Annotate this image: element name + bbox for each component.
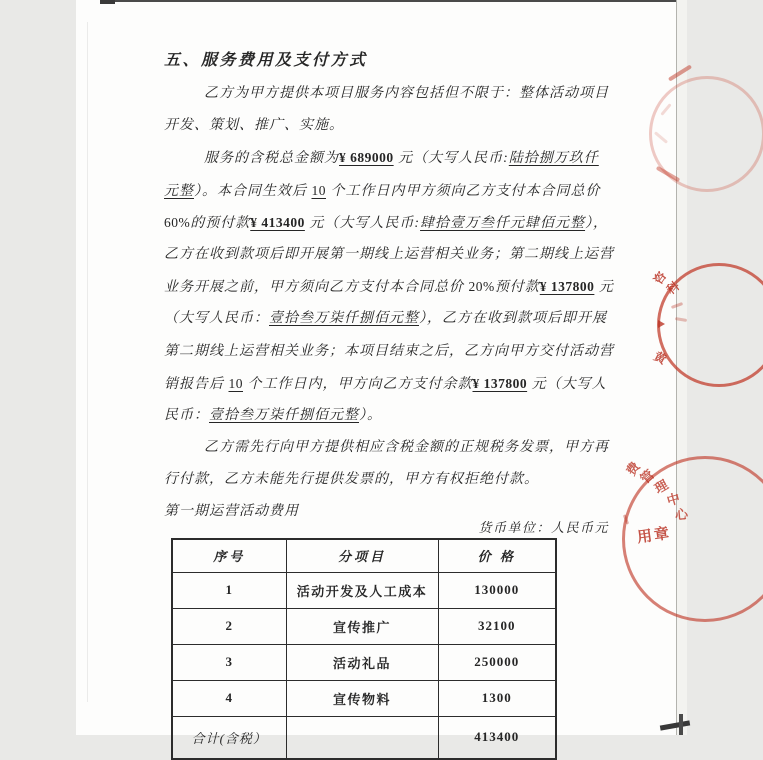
- body-line: [164, 142, 610, 174]
- body-line: [164, 271, 614, 303]
- seal-stroke: [654, 131, 668, 144]
- text-segment: 20%: [468, 279, 495, 295]
- text-segment: 陆拾捌万玖仟: [508, 151, 599, 167]
- fee-table-cell: 413400: [438, 716, 556, 759]
- contract-text-block: [164, 44, 614, 529]
- seal-character: 科: [663, 278, 683, 298]
- scan-top-edge-notch: [100, 0, 115, 4]
- seal-character: 费: [623, 459, 643, 479]
- scan-right-margin: [674, 0, 689, 735]
- body-line: [164, 78, 610, 110]
- text-segment: 壹拾叁万柒仟捌佰元整: [209, 407, 359, 423]
- text-segment: 元（大写人: [527, 376, 607, 392]
- text-segment: 开发、策划、推广、实施。: [164, 118, 344, 134]
- fee-table-header-cell: 序号: [172, 539, 286, 572]
- body-line: [164, 207, 610, 239]
- seal-character: 中: [665, 490, 682, 509]
- seal-ring: [622, 456, 763, 622]
- fee-table-body: [172, 572, 556, 759]
- text-segment: 预付款: [494, 280, 540, 296]
- text-segment: 民币：: [164, 407, 209, 423]
- text-segment: 肆拾壹万叁仟元肆佰元整: [420, 215, 586, 231]
- fee-table-row: [172, 644, 556, 680]
- text-segment: 乙方为甲方提供本项目服务内容包括但不限于：整体活动项目: [204, 86, 609, 101]
- fee-table-cell: 130000: [438, 572, 556, 608]
- body-line: [164, 175, 610, 207]
- fee-table-cell: 1: [172, 572, 286, 608]
- fee-table-cell: 合计(含税）: [172, 716, 286, 759]
- text-segment: 元（大写人民币:: [304, 215, 421, 231]
- seal-character: 管: [637, 466, 658, 487]
- text-segment: 乙方在收到款项后即开展第一期线上运营相关业务；第二期线上运营: [164, 246, 614, 262]
- scan-right-edge: [676, 0, 677, 735]
- fee-table-cell: 宣传物料: [286, 680, 438, 716]
- text-segment: 元整: [164, 183, 194, 199]
- text-segment: ），乙方在收到款项后即开展: [419, 311, 607, 327]
- text-segment: 销报告后: [164, 376, 229, 392]
- seal-character: 理: [651, 476, 671, 497]
- body-line: [164, 368, 610, 400]
- text-segment: 业务开展之前，甲方须向乙方支付本合同总价: [164, 280, 469, 296]
- body-line: [164, 303, 610, 335]
- text-segment: ）。本合同生效后: [194, 183, 312, 199]
- text-segment: （大写人民币：: [164, 311, 269, 327]
- text-segment: 元（大写人民币:: [393, 151, 509, 167]
- fee-table-header-cell: 价 格: [438, 539, 556, 572]
- text-segment: 服务的含税总金额为: [204, 151, 339, 167]
- scan-left-edge: [87, 22, 88, 702]
- fee-table-row: [172, 608, 556, 644]
- text-segment: 元: [594, 280, 614, 296]
- fee-table-cell: 活动礼品: [286, 644, 438, 680]
- fee-table-cell: 32100: [438, 608, 556, 644]
- seal-character: 咨: [650, 269, 670, 287]
- seal-stroke: [660, 103, 671, 116]
- fee-table-row: [172, 716, 556, 759]
- body-line: [164, 239, 614, 271]
- fee-table-cell: 1300: [438, 680, 556, 716]
- text-segment: ¥ 689000: [339, 150, 394, 166]
- text-segment: 第一期运营活动费用: [164, 504, 299, 520]
- document-page: [76, 0, 689, 746]
- body-line: [164, 400, 610, 432]
- seal-label: 用章: [636, 525, 673, 547]
- text-segment: 60%: [164, 214, 191, 230]
- text-segment: 个工作日内甲方须向乙方支付本合同总价: [326, 183, 601, 199]
- fee-table-header-cell: 分项目: [286, 539, 438, 572]
- seal-character: 黄: [651, 348, 669, 368]
- text-segment: ）。: [359, 407, 382, 423]
- text-segment: 10: [228, 375, 243, 391]
- section-heading: 五、服务费用及支付方式: [164, 52, 368, 69]
- fee-table-cell: 4: [172, 680, 286, 716]
- text-segment: 壹拾叁万柒仟捌佰元整: [269, 311, 419, 327]
- fee-table-row: [172, 572, 556, 608]
- text-segment: 的预付款: [190, 215, 251, 231]
- body-line: [164, 464, 610, 496]
- fee-table-cell: [286, 716, 438, 759]
- fee-table: [171, 538, 557, 760]
- fee-table-cell: 3: [172, 644, 286, 680]
- text-segment: 行付款，乙方未能先行提供发票的，甲方有权拒绝付款。: [164, 472, 539, 488]
- fee-table-cell: 宣传推广: [286, 608, 438, 644]
- seal-ring: [657, 263, 763, 387]
- text-segment: 个工作日内，甲方向乙方支付余款: [243, 376, 473, 392]
- text-segment: ¥ 137800: [472, 375, 528, 391]
- scan-top-edge: [102, 0, 677, 2]
- fee-table-row: [172, 680, 556, 716]
- fee-table-header-row: [172, 539, 556, 572]
- seal-stroke: [623, 514, 629, 524]
- text-segment: ¥ 413400: [250, 214, 305, 230]
- seal-character: 心: [674, 506, 689, 523]
- currency-unit-note: 货币单位：人民币元: [478, 520, 609, 535]
- seal-ring: [649, 76, 763, 192]
- body-line: [164, 336, 614, 368]
- body-line: [164, 432, 610, 464]
- body-text: [164, 78, 614, 529]
- fee-table-cell: 2: [172, 608, 286, 644]
- text-segment: 10: [311, 182, 326, 198]
- fee-table-cell: 250000: [438, 644, 556, 680]
- fee-table-cell: 活动开发及人工成本: [286, 572, 438, 608]
- text-segment: ），: [585, 215, 609, 231]
- text-segment: ¥ 137800: [539, 279, 595, 295]
- body-line: [164, 110, 610, 142]
- text-segment: 第二期线上运营相关业务；本项目结束之后，乙方向甲方交付活动营: [164, 343, 614, 359]
- scan-corner-mark-vertical: [679, 714, 683, 735]
- seal-star-icon: [658, 320, 665, 328]
- text-segment: 乙方需先行向甲方提供相应含税金额的正规税务发票，甲方再: [204, 440, 609, 456]
